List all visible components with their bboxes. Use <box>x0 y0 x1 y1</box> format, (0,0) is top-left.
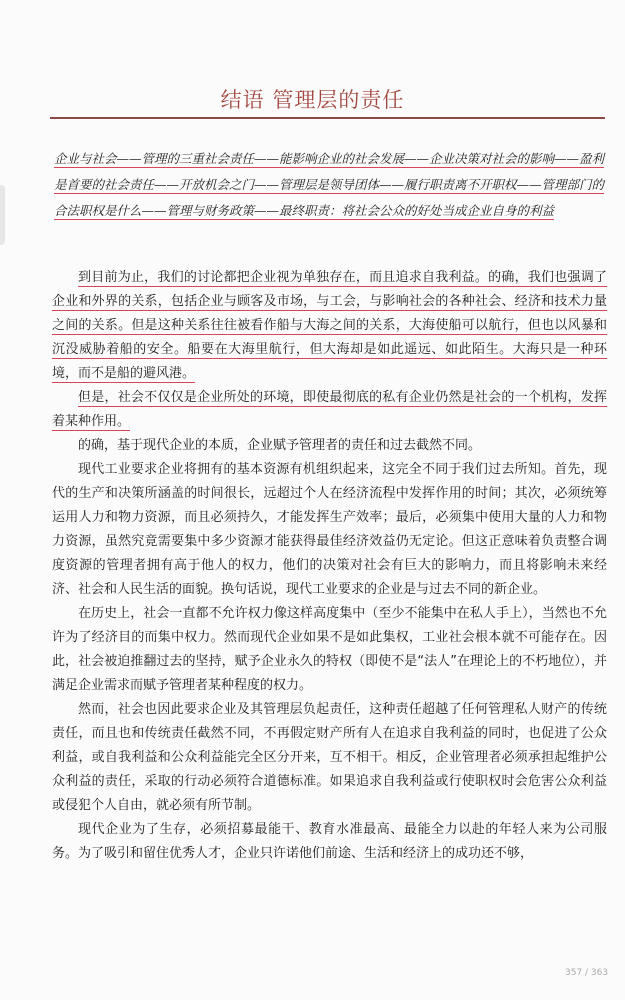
page-number: 357 / 363 <box>565 968 609 978</box>
paragraph-highlight: 到目前为止，我们的讨论都把企业视为单独存在，而且追求自我利益。的确，我们也强调了企业和外界的关系，包括企业与顾客及市场，与工会，与影响社会的各种社会、经济和技术力量之间的关系。但是这种关系往往被看作船与大海之间的关系，大海使船可以航行，但也以风暴和沉没威胁着船的安全。船要在大海里航行，但大海却是如此遥远、如此陌生。大海只是一种环境，而不是船的避风港。 <box>52 270 607 381</box>
chapter-summary <box>54 146 606 224</box>
chapter-body <box>52 266 607 866</box>
paragraph <box>52 266 607 386</box>
paragraph <box>52 386 607 434</box>
summary-highlight: 企业与社会——管理的三重社会责任——能影响企业的社会发展——企业决策对社会的影响——盈利是首要的社会责任——开放机会之门——管理层是领导团体——履行职责离不开职权——管理部门的合法职权是什么——管理与财务政策——最终职责：将社会公众的好处当成企业自身的利益 <box>54 151 605 218</box>
paragraph: 的确，基于现代企业的本质，企业赋予管理者的责任和过去截然不同。 <box>78 438 482 453</box>
chapter-title: 结语 管理层的责任 <box>220 88 405 112</box>
title-divider <box>50 117 605 119</box>
paragraph: 现代企业为了生存，必须招募最能干、教育水准最高、最能全力以赴的年轻人来为公司服务。为了吸引和留住优秀人才，企业只许诺他们前途、生活和经济上的成功还不够， <box>52 822 607 861</box>
side-panel-handle[interactable] <box>0 185 5 245</box>
paragraph-highlight: 但是，社会不仅仅是企业所处的环境，即使最彻底的私有企业仍然是社会的一个机构，发挥着某种作用。 <box>52 390 607 429</box>
paragraph: 在历史上，社会一直都不允许权力像这样高度集中（至少不能集中在私人手上），当然也不允许为了经济目的而集中权力。然而现代企业如果不是如此集权，工业社会根本就不可能存在。因此，社会被迫推翻过去的坚持，赋予企业永久的特权（即使不是“法人”在理论上的不朽地位），并满足企业需求而赋予管理者某种程度的权力。 <box>52 606 607 693</box>
paragraph: 现代工业要求企业将拥有的基本资源有机组织起来，这完全不同于我们过去所知。首先，现代的生产和决策所涵盖的时间很长，远超过个人在经济流程中发挥作用的时间；其次，必须统筹运用人力和物力资源，而且必须持久，才能发挥生产效率；最后，必须集中使用大量的人力和物力资源，虽然究竟需要集中多少资源才能获得最佳经济效益仍无定论。但这正意味着负责整合调度资源的管理者拥有高于他人的权力，他们的决策对社会有巨大的影响力，而且将影响未来经济、社会和人民生活的面貌。换句话说，现代工业要求的企业是与过去不同的新企业。 <box>52 462 607 597</box>
paragraph: 然而，社会也因此要求企业及其管理层负起责任，这种责任超越了任何管理私人财产的传统责任，而且也和传统责任截然不同，不再假定财产所有人在追求自我利益的同时，也促进了公众利益，或自我利益和公众利益能完全区分开来，互不相干。相反，企业管理者必须承担起维护公众利益的责任，采取的行动必须符合道德标准。如果追求自我利益或行使职权时会危害公众利益或侵犯个人自由，就必须有所节制。 <box>52 702 607 813</box>
